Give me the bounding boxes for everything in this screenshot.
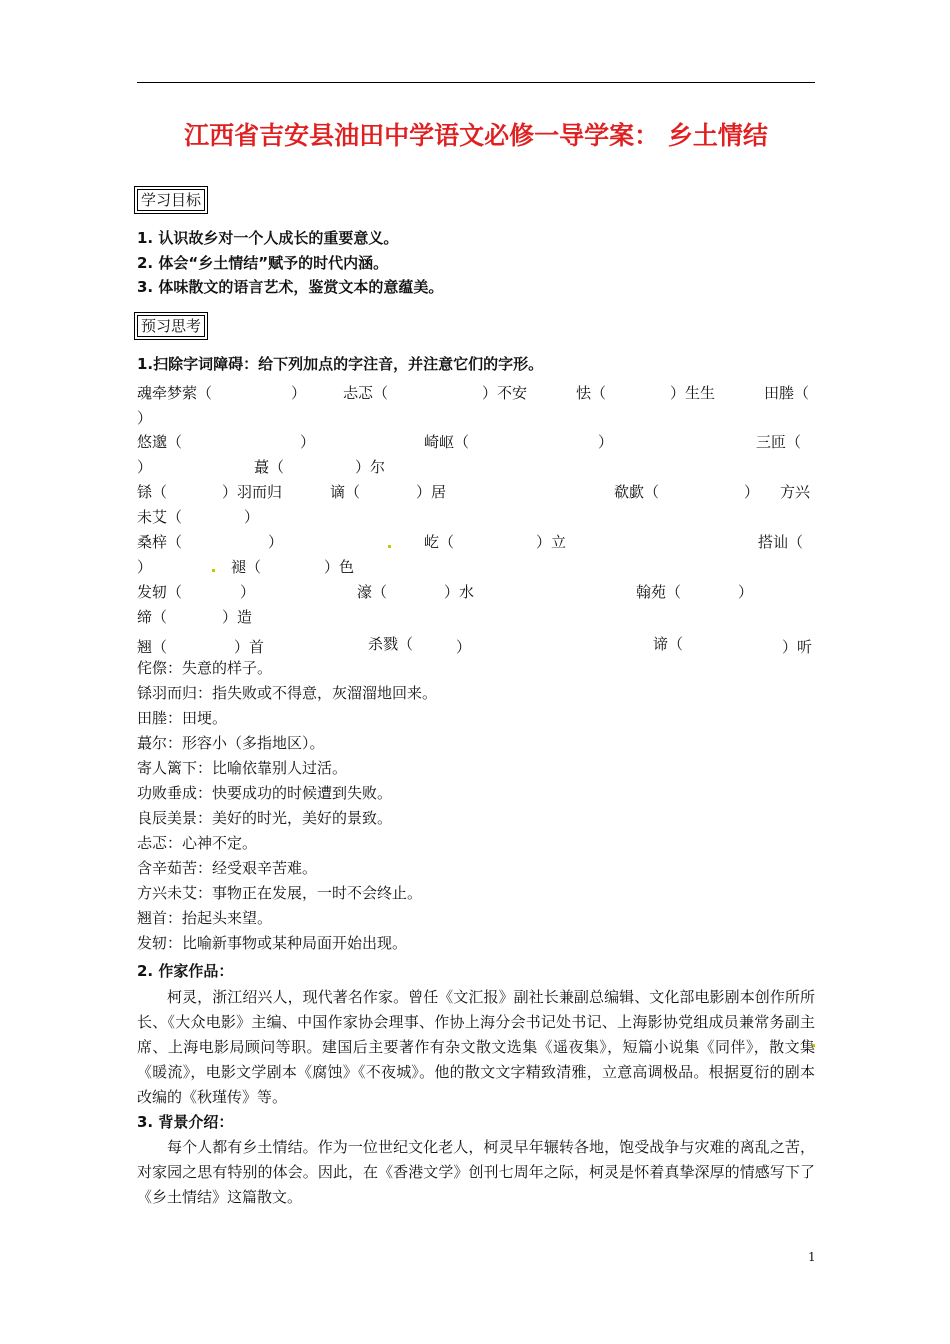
- vocab-item: ）: [240, 583, 256, 601]
- author-heading: 2. 作家作品：: [137, 962, 234, 980]
- preview-label: 预习思考: [137, 315, 205, 337]
- q1-heading: 1.扫除字词障碍：给下列加点的字注音，并注意它们的字形。: [137, 355, 544, 373]
- goal-item: 3. 体味散文的语言艺术，鉴赏文本的意蕴美。: [137, 278, 444, 296]
- vocab-item: 忐忑（: [343, 384, 389, 402]
- vocab-item: ）造: [222, 608, 253, 626]
- definition-item: 功败垂成：快要成功的时候遭到失败。: [137, 784, 393, 802]
- goal-item: 1. 认识故乡对一个人成长的重要意义。: [137, 229, 399, 247]
- vocab-item: ）: [300, 433, 316, 451]
- vocab-item: 翘（: [137, 638, 168, 656]
- vocab-item: 濠（: [357, 583, 388, 601]
- vocab-item: 发轫（: [137, 583, 183, 601]
- vocab-item: ）生生: [670, 384, 716, 402]
- definition-item: 侘傺：失意的样子。: [137, 659, 273, 677]
- definition-item: 铩羽而归：指失败或不得意，灰溜溜地回来。: [137, 684, 438, 702]
- page-title: 江西省吉安县油田中学语文必修一导学案： 乡土情结: [184, 121, 768, 150]
- definition-item: 蕞尔：形容小（多指地区）。: [137, 734, 325, 752]
- vocab-item: 搭讪（: [758, 533, 804, 551]
- vocab-item: ）首: [234, 638, 265, 656]
- vocab-item: 田塍（: [764, 384, 810, 402]
- vocab-item: ）水: [444, 583, 475, 601]
- goal-item: 2. 体会“乡土情结”赋予的时代内涵。: [137, 254, 389, 272]
- definition-item: 田塍：田埂。: [137, 709, 228, 727]
- vocab-item: ）: [137, 409, 153, 427]
- vocab-item: 未艾（: [137, 508, 183, 526]
- vocab-item: 魂牵梦萦（: [137, 384, 213, 402]
- vocab-item: 方兴: [780, 483, 811, 501]
- vocab-item: ）不安: [482, 384, 528, 402]
- vocab-item: ）听: [782, 638, 813, 656]
- vocab-item: ）羽而归: [222, 483, 283, 501]
- vocab-item: 怯（: [576, 384, 607, 402]
- vocab-item: ）: [244, 508, 260, 526]
- vocab-item: ）立: [536, 533, 567, 551]
- vocab-item: ）: [137, 558, 153, 576]
- definition-item: 含辛茹苦：经受艰辛苦难。: [137, 859, 318, 877]
- vocab-item: 褪（: [231, 558, 262, 576]
- background-paragraph: 每个人都有乡土情结。作为一位世纪文化老人，柯灵早年辗转各地，饱受战争与灾难的离乱之苦，对家园之思有特别的体会。因此，在《香港文学》创刊七周年之际，柯灵是怀着真挚深厚的情感写下了《乡土情结》这篇散文。: [137, 1138, 815, 1206]
- vocab-item: 欷歔（: [614, 483, 660, 501]
- vocab-item: 三匝（: [756, 433, 802, 451]
- definition-item: 翘首：抬起头来望。: [137, 909, 273, 927]
- vocab-item: ）: [456, 638, 472, 656]
- goals-label: 学习目标: [137, 189, 205, 211]
- vocab-item: ）: [598, 433, 614, 451]
- vocab-item: ）尔: [355, 458, 386, 476]
- definition-item: 方兴未艾：事物正在发展，一时不会终止。: [137, 884, 423, 902]
- stray-mark: [212, 569, 215, 572]
- vocab-item: ）: [291, 384, 307, 402]
- header-rule: [137, 82, 815, 83]
- vocab-item: 悠邈（: [137, 433, 183, 451]
- vocab-item: 铩（: [137, 483, 168, 501]
- vocab-item: ）居: [416, 483, 447, 501]
- page-number: 1: [808, 1250, 816, 1264]
- vocab-item: 蕞（: [254, 458, 285, 476]
- stray-mark: [388, 545, 391, 548]
- definition-item: 忐忑：心神不定。: [137, 834, 258, 852]
- background-heading: 3. 背景介绍：: [137, 1113, 234, 1131]
- vocab-item: 缔（: [137, 608, 168, 626]
- vocab-item: 屹（: [424, 533, 455, 551]
- vocab-item: 桑梓（: [137, 533, 183, 551]
- definition-item: 发轫：比喻新事物或某种局面开始出现。: [137, 934, 408, 952]
- vocab-item: ）: [268, 533, 284, 551]
- vocab-item: 杀戮（: [368, 635, 414, 653]
- vocab-item: ）色: [324, 558, 355, 576]
- vocab-item: 崎岖（: [424, 433, 470, 451]
- vocab-item: ）: [137, 458, 153, 476]
- vocab-item: ）: [744, 483, 760, 501]
- author-paragraph: 柯灵，浙江绍兴人，现代著名作家。曾任《文汇报》副社长兼副总编辑、文化部电影剧本创作所所长、《大众电影》主编、中国作家协会理事、作协上海分会书记处书记、上海影协党组成员兼常务副主席、上海电影局顾问等职。建国后主要著作有杂文散文选集《遥夜集》，短篇小说集《同伴》，散文集《暖流》，电影文学剧本《腐蚀》《不夜城》。他的散文文字精致清雅，立意高调极品。根据夏衍的剧本改编的《秋瑾传》等。: [137, 988, 815, 1106]
- vocab-item: 谛（: [653, 635, 684, 653]
- definition-item: 良辰美景：美好的时光，美好的景致。: [137, 809, 393, 827]
- vocab-item: ）: [738, 583, 754, 601]
- definition-item: 寄人篱下：比喻依靠别人过活。: [137, 759, 348, 777]
- vocab-item: 翰苑（: [636, 583, 682, 601]
- vocab-item: 谪（: [330, 483, 361, 501]
